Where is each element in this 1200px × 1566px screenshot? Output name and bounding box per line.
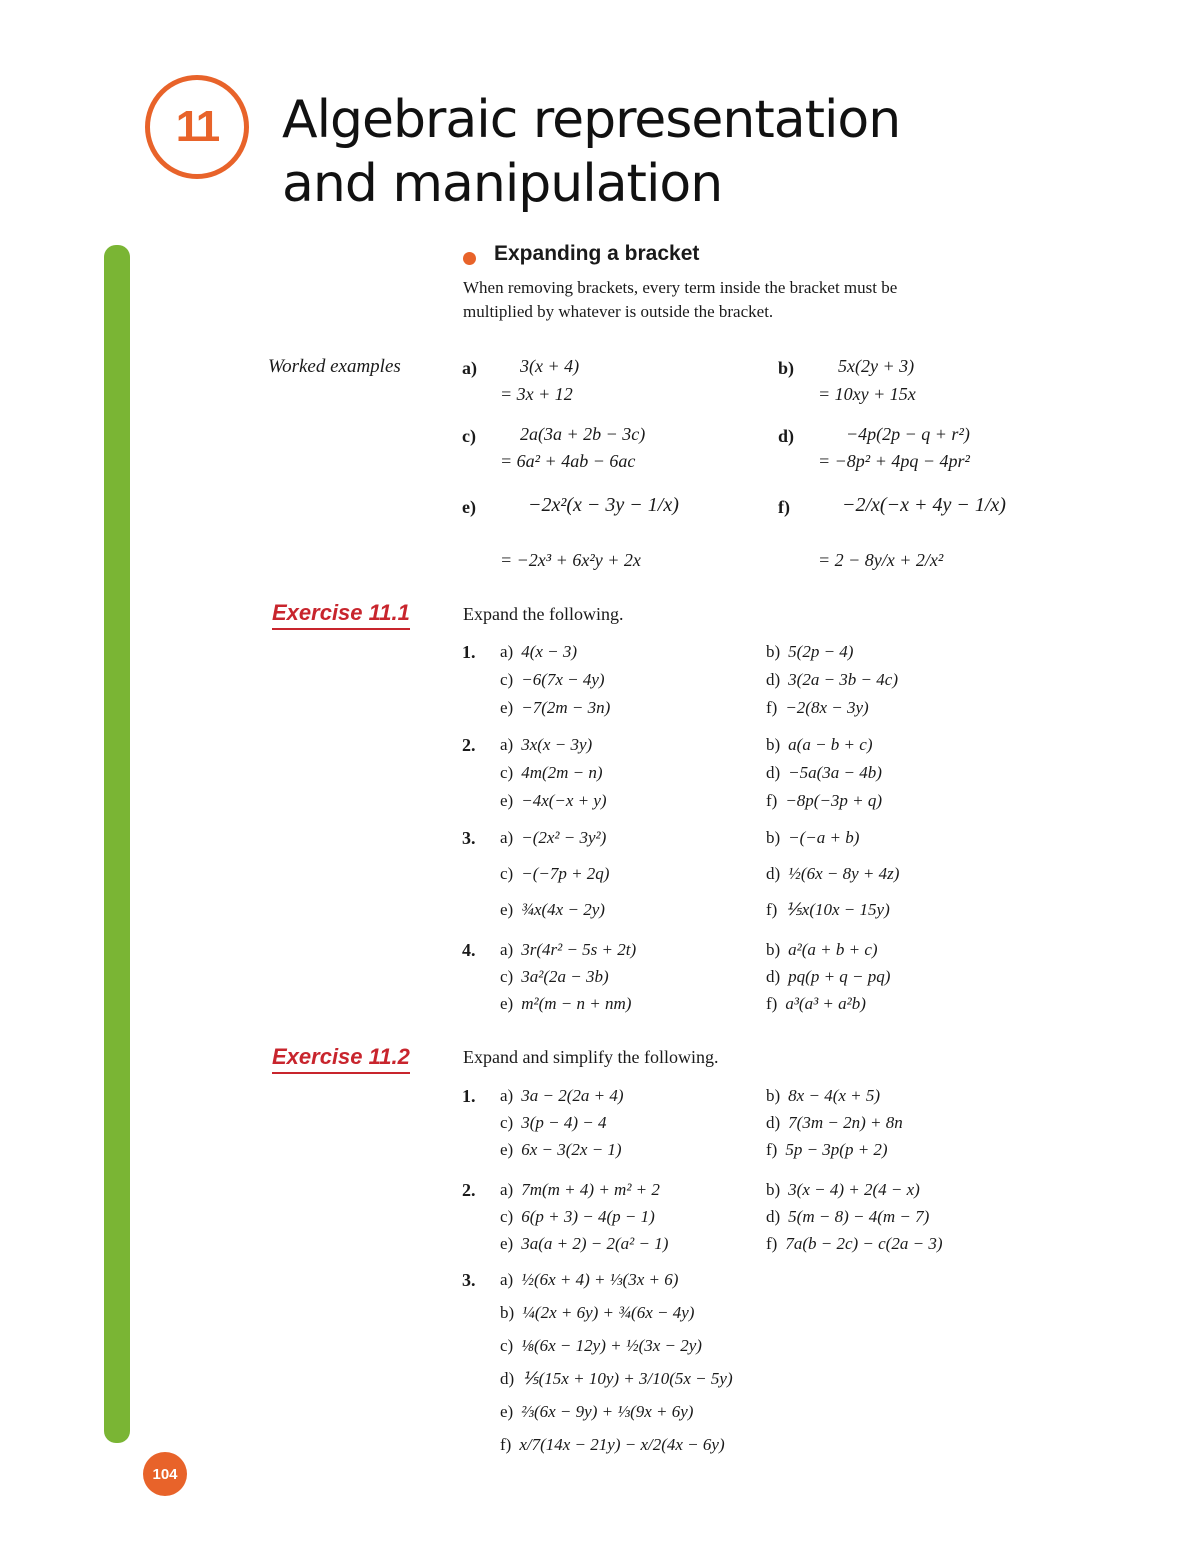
question-part	[500, 1140, 622, 1160]
question-number: 1.	[462, 1086, 476, 1106]
question-part-label: e)	[500, 1402, 514, 1421]
question-part-expression: 3r(4r² − 5s + 2t)	[521, 940, 637, 959]
question-part-expression: 4(x − 3)	[521, 642, 578, 661]
section-intro	[463, 276, 1083, 324]
question-part	[766, 967, 890, 987]
question-part-expression: −(−a + b)	[788, 828, 860, 847]
question-part	[500, 900, 605, 920]
question-part-expression: 7a(b − 2c) − c(2a − 3)	[785, 1234, 943, 1253]
exercise-11-1-instruction: Expand the following.	[463, 604, 624, 624]
question-number: 2.	[462, 1180, 476, 1200]
question-part-expression: ¼(2x + 6y) + ¾(6x − 4y)	[522, 1303, 695, 1322]
question-part	[500, 1435, 725, 1455]
question-part-label: f)	[766, 994, 778, 1013]
question-part-expression: ⅕(15x + 10y) + 3/10(5x − 5y)	[522, 1369, 733, 1388]
question-part	[500, 994, 631, 1014]
question-number: 2.	[462, 735, 476, 755]
question-part-label: e)	[500, 698, 514, 717]
question-part-expression: 3a − 2(2a + 4)	[521, 1086, 624, 1105]
question-part	[766, 1180, 920, 1200]
question-part	[500, 763, 603, 783]
question-part-expression: −5a(3a − 4b)	[788, 763, 882, 782]
question-part-label: b)	[766, 1086, 781, 1105]
question-part	[766, 698, 869, 718]
we-e-line1: −2x²(x − 3y − 1/x)	[528, 494, 679, 516]
question-part-expression: 4m(2m − n)	[521, 763, 603, 782]
question-part-label: c)	[500, 763, 514, 782]
question-part-label: a)	[500, 1086, 514, 1105]
we-f-line2: = 2 − 8y/x + 2/x²	[818, 550, 944, 570]
question-part-label: a)	[500, 642, 514, 661]
question-part-label: c)	[500, 967, 514, 986]
question-part-expression: a(a − b + c)	[788, 735, 873, 754]
question-part	[766, 1086, 880, 1106]
question-part-expression: −6(7x − 4y)	[521, 670, 605, 689]
question-part	[766, 1113, 903, 1133]
question-part-expression: pq(p + q − pq)	[788, 967, 891, 986]
question-part-label: a)	[500, 940, 514, 959]
question-part-expression: 5(2p − 4)	[788, 642, 854, 661]
question-part	[766, 791, 882, 811]
question-part-label: d)	[766, 1207, 781, 1226]
question-number: 1.	[462, 642, 476, 662]
we-d-label: d)	[778, 426, 795, 446]
question-part-expression: 3a(a + 2) − 2(a² − 1)	[521, 1234, 669, 1253]
question-part-label: c)	[500, 670, 514, 689]
question-part-expression: 5(m − 8) − 4(m − 7)	[788, 1207, 930, 1226]
question-part-expression: ½(6x + 4) + ⅓(3x + 6)	[521, 1270, 679, 1289]
question-part	[500, 670, 605, 690]
question-part-label: f)	[766, 1140, 778, 1159]
question-part-expression: ¾x(4x − 2y)	[521, 900, 605, 919]
question-part	[500, 1234, 668, 1254]
chapter-title-line-2: and manipulation	[282, 154, 723, 214]
question-part-label: b)	[766, 642, 781, 661]
question-part-expression: 3(2a − 3b − 4c)	[788, 670, 898, 689]
question-part-expression: x/7(14x − 21y) − x/2(4x − 6y)	[519, 1435, 725, 1454]
we-f-label: f)	[778, 497, 790, 517]
question-part-label: f)	[766, 1234, 778, 1253]
question-part-expression: −8p(−3p + q)	[785, 791, 883, 810]
we-c-label: c)	[462, 426, 476, 446]
question-part-expression: a²(a + b + c)	[788, 940, 878, 959]
question-part-expression: 7m(m + 4) + m² + 2	[521, 1180, 660, 1199]
question-part	[766, 994, 866, 1014]
we-b-line2: = 10xy + 15x	[818, 384, 916, 404]
question-part-label: e)	[500, 900, 514, 919]
question-part-expression: −2(8x − 3y)	[785, 698, 869, 717]
we-e-label: e)	[462, 497, 476, 517]
question-part-expression: −4x(−x + y)	[521, 791, 607, 810]
question-part-label: e)	[500, 1140, 514, 1159]
question-part-label: e)	[500, 994, 514, 1013]
question-part-expression: 3a²(2a − 3b)	[521, 967, 609, 986]
question-part	[766, 763, 882, 783]
question-part	[500, 1303, 694, 1323]
side-color-bar	[104, 245, 130, 1443]
we-c-line1: 2a(3a + 2b − 3c)	[520, 424, 646, 444]
question-part	[766, 642, 853, 662]
question-part-expression: ⅛(6x − 12y) + ½(3x − 2y)	[521, 1336, 702, 1355]
we-d-line2: = −8p² + 4pq − 4pr²	[818, 451, 970, 471]
we-b-label: b)	[778, 358, 795, 378]
question-part	[766, 670, 898, 690]
question-part-label: d)	[766, 864, 781, 883]
question-part	[500, 864, 609, 884]
question-part-label: a)	[500, 828, 514, 847]
question-part-label: d)	[766, 670, 781, 689]
question-part-label: e)	[500, 1234, 514, 1253]
we-a-label: a)	[462, 358, 477, 378]
question-part-label: f)	[766, 791, 778, 810]
question-part-label: a)	[500, 1180, 514, 1199]
intro-line-2: multiplied by whatever is outside the bracket.	[463, 302, 774, 321]
question-part	[500, 1180, 660, 1200]
question-part-expression: −7(2m − 3n)	[521, 698, 611, 717]
we-f-line1: −2/x(−x + 4y − 1/x)	[842, 494, 1006, 516]
exercise-11-2-heading: Exercise 11.2	[272, 1044, 410, 1074]
question-part-label: a)	[500, 735, 514, 754]
question-part-expression: −(−7p + 2q)	[521, 864, 610, 883]
question-part-expression: 7(3m − 2n) + 8n	[788, 1113, 903, 1132]
question-part-expression: a³(a³ + a²b)	[785, 994, 866, 1013]
worked-examples-label: Worked examples	[268, 356, 401, 377]
question-part-label: b)	[766, 735, 781, 754]
page-number-badge	[143, 1452, 187, 1496]
question-part	[766, 828, 859, 848]
intro-line-1: When removing brackets, every term inside the bracket must be	[463, 278, 898, 297]
question-part	[766, 864, 899, 884]
question-part-expression: 3(x − 4) + 2(4 − x)	[788, 1180, 920, 1199]
question-part	[766, 1207, 929, 1227]
question-part-label: c)	[500, 1113, 514, 1132]
question-part-label: b)	[766, 940, 781, 959]
question-part-label: a)	[500, 1270, 514, 1289]
question-part	[500, 1336, 702, 1356]
question-part-expression: ⅕x(10x − 15y)	[785, 900, 890, 919]
question-part-label: b)	[766, 828, 781, 847]
question-part	[500, 642, 577, 662]
exercise-11-1-heading: Exercise 11.1	[272, 600, 410, 630]
question-part-label: d)	[766, 967, 781, 986]
question-part-label: d)	[766, 1113, 781, 1132]
question-part-label: c)	[500, 1336, 514, 1355]
chapter-number: 11	[175, 102, 219, 151]
question-part-label: d)	[500, 1369, 515, 1388]
question-part-expression: 3(p − 4) − 4	[521, 1113, 607, 1132]
question-part-expression: m²(m − n + nm)	[521, 994, 632, 1013]
we-a-line2: = 3x + 12	[500, 384, 573, 404]
question-part-label: c)	[500, 1207, 514, 1226]
we-e-line2: = −2x³ + 6x²y + 2x	[500, 550, 641, 570]
question-number: 3.	[462, 828, 476, 848]
chapter-number-badge	[145, 75, 249, 179]
question-part-expression: 6x − 3(2x − 1)	[521, 1140, 622, 1159]
question-part	[500, 735, 592, 755]
question-part	[766, 900, 890, 920]
question-part-label: f)	[766, 698, 778, 717]
we-c-line2: = 6a² + 4ab − 6ac	[500, 451, 636, 471]
page-number: 104	[152, 1465, 178, 1483]
question-part	[500, 1207, 655, 1227]
question-part	[500, 791, 607, 811]
question-part	[500, 698, 610, 718]
question-part	[500, 1369, 733, 1389]
question-part	[500, 1270, 678, 1290]
question-part-expression: 3x(x − 3y)	[521, 735, 593, 754]
question-part	[766, 1234, 942, 1254]
question-part-expression: 8x − 4(x + 5)	[788, 1086, 881, 1105]
we-a-line1: 3(x + 4)	[520, 356, 580, 376]
question-part-label: c)	[500, 864, 514, 883]
question-part-label: e)	[500, 791, 514, 810]
question-part	[500, 1086, 623, 1106]
question-part-label: f)	[500, 1435, 512, 1454]
question-part	[766, 1140, 888, 1160]
question-part-label: b)	[766, 1180, 781, 1199]
question-part	[766, 940, 878, 960]
question-part-expression: ½(6x − 8y + 4z)	[788, 864, 900, 883]
question-part-expression: ⅔(6x − 9y) + ⅓(9x + 6y)	[521, 1402, 694, 1421]
question-part	[500, 1113, 606, 1133]
question-part	[766, 735, 872, 755]
chapter-title-line-1: Algebraic representation	[282, 90, 901, 150]
exercise-11-2-instruction: Expand and simplify the following.	[463, 1047, 719, 1067]
question-part-expression: 6(p + 3) − 4(p − 1)	[521, 1207, 655, 1226]
question-number: 3.	[462, 1270, 476, 1290]
question-number: 4.	[462, 940, 476, 960]
question-part	[500, 828, 606, 848]
we-b-line1: 5x(2y + 3)	[838, 356, 915, 376]
question-part-expression: 5p − 3p(p + 2)	[785, 1140, 888, 1159]
question-part-label: b)	[500, 1303, 515, 1322]
section-heading: Expanding a bracket	[494, 242, 700, 265]
question-part-expression: −(2x² − 3y²)	[521, 828, 607, 847]
we-d-line1: −4p(2p − q + r²)	[846, 424, 970, 444]
section-bullet-icon	[463, 252, 476, 265]
question-part	[500, 940, 636, 960]
question-part	[500, 967, 609, 987]
chapter-title	[282, 88, 900, 216]
question-part-label: d)	[766, 763, 781, 782]
question-part-label: f)	[766, 900, 778, 919]
question-part	[500, 1402, 693, 1422]
